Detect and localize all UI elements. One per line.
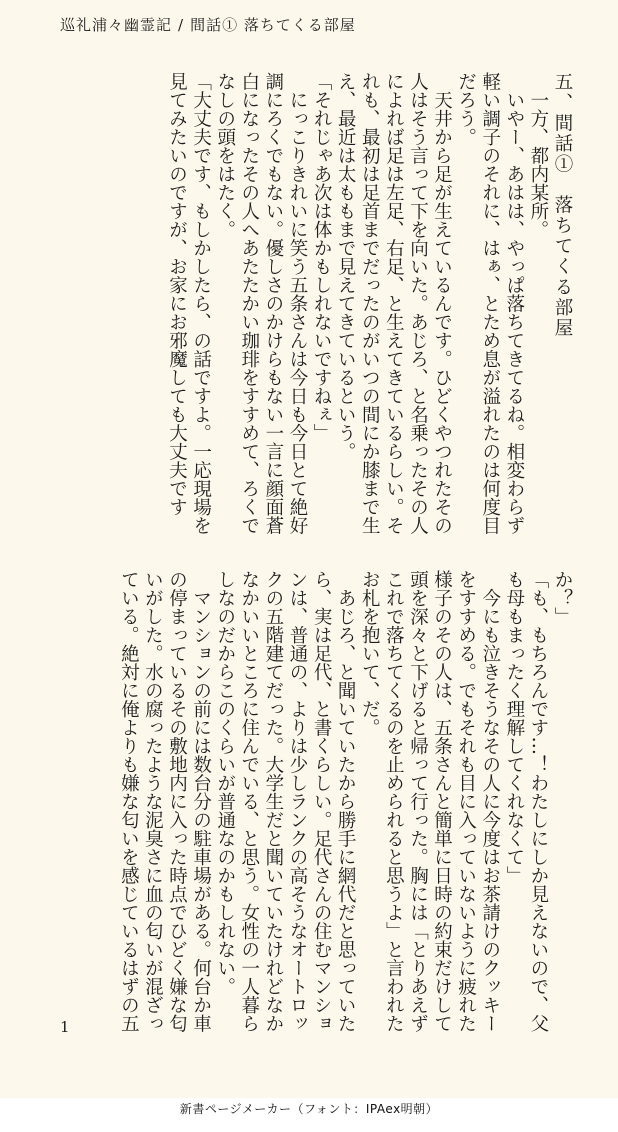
text-column: クの五階建てだった。大学生だと聞いていたけれどなか — [262, 570, 284, 1033]
text-column: しなのだからこのくらいが普通なのかもしれない。 — [214, 570, 236, 996]
text-column: によれば足は左足、右足、と生えてきているらしい。そ — [383, 72, 405, 535]
text-column: 天井から足が生えているんです。ひどくやつれたその — [431, 72, 453, 535]
header-separator: / — [178, 16, 185, 34]
text-column: 「大丈夫です、もしかしたら、の話ですよ。一応現場を — [190, 72, 212, 535]
text-column: 白になったその人へあたたかい珈琲をすすめて、ろくで — [238, 72, 260, 535]
page-number: 1 — [60, 1018, 70, 1036]
text-column: なかいいところに住んでいる、と思う。女性の一人暮ら — [238, 570, 260, 1033]
text-block-lower — [116, 570, 574, 1040]
section-heading: 五、間話① 落ちてくる部屋 — [552, 72, 573, 339]
text-column: か？」 — [552, 570, 573, 626]
text-column: 今にも泣きそうなその人に今度はお茶請けのクッキー — [479, 570, 501, 1033]
chapter-title: 間話① 落ちてくる部屋 — [190, 16, 356, 34]
text-block-upper — [164, 72, 574, 542]
text-column: ンは、普通の、よりは少しランクの高そうなオートロッ — [286, 570, 308, 1033]
text-column: にっこりきれいに笑う五条さんは今日も今日とて絶好 — [286, 72, 308, 535]
text-column: 頭を深々と下げると帰って行った。胸には「とりあえず — [407, 570, 429, 1033]
text-column: マンションの前には数台分の駐車場がある。何台か車 — [190, 570, 212, 1033]
text-column: も母もまったく理解してくれなくて」 — [503, 570, 525, 885]
running-header — [60, 14, 356, 35]
text-column: あじろ、と聞いていたから勝手に網代だと思っていた — [335, 570, 357, 1033]
text-column: お札を抱いて、だ。 — [359, 570, 381, 737]
text-column: ている。絶対に俺よりも嫌な匂いを感じているはずの五 — [118, 570, 140, 1033]
footer-credit: 新書ページメーカー（フォント：IPAex明朝） — [179, 1102, 439, 1116]
text-column: 「それじゃあ次は体かもしれないですねぇ」 — [311, 72, 333, 442]
text-column: え、最近は太ももまで見えてきているという。 — [335, 72, 357, 461]
book-title: 巡礼浦々幽霊記 — [60, 16, 173, 34]
text-column: をすすめる。でもそれも目に入っていないように疲れた — [455, 570, 477, 1033]
text-column: いがした。水の腐ったような泥臭さに血の匂いが混ざっ — [142, 570, 164, 1033]
text-column: いやー、あはは、やっぱ落ちてきてるね。相変わらず — [503, 72, 525, 535]
text-column: ら、実は足代、と書くらしい。足代さんの住むマンショ — [311, 570, 333, 1033]
text-column: だろう。 — [455, 72, 477, 146]
text-column: 人はそう言って下を向いた。あじろ、と名乗ったその人 — [407, 72, 429, 535]
text-column: 軽い調子のそれに、はぁ、とため息が溢れたのは何度目 — [479, 72, 501, 535]
text-column: これで落ちてくるのを止められると思うよ」と言われた — [383, 570, 405, 1033]
text-column: 調にろくでもない。優しさのかけらもない一言に顔面蒼 — [262, 72, 284, 535]
text-column: なしの頭をはたく。 — [214, 72, 236, 239]
text-column: 様子のその人は、五条さんと簡単に日時の約束だけして — [431, 570, 453, 1033]
text-column: れも、最初は足首までだったのがいつの間にか膝まで生 — [359, 72, 381, 535]
text-column: 見てみたいのですが、お家にお邪魔しても大丈夫です — [166, 72, 188, 516]
text-column: 「も、もちろんです…！わたしにしか見えないので、父 — [527, 570, 549, 1033]
text-column: 一方、都内某所。 — [527, 72, 549, 239]
text-column: の停まっているその敷地内に入った時点でひどく嫌な匂 — [166, 570, 188, 1033]
